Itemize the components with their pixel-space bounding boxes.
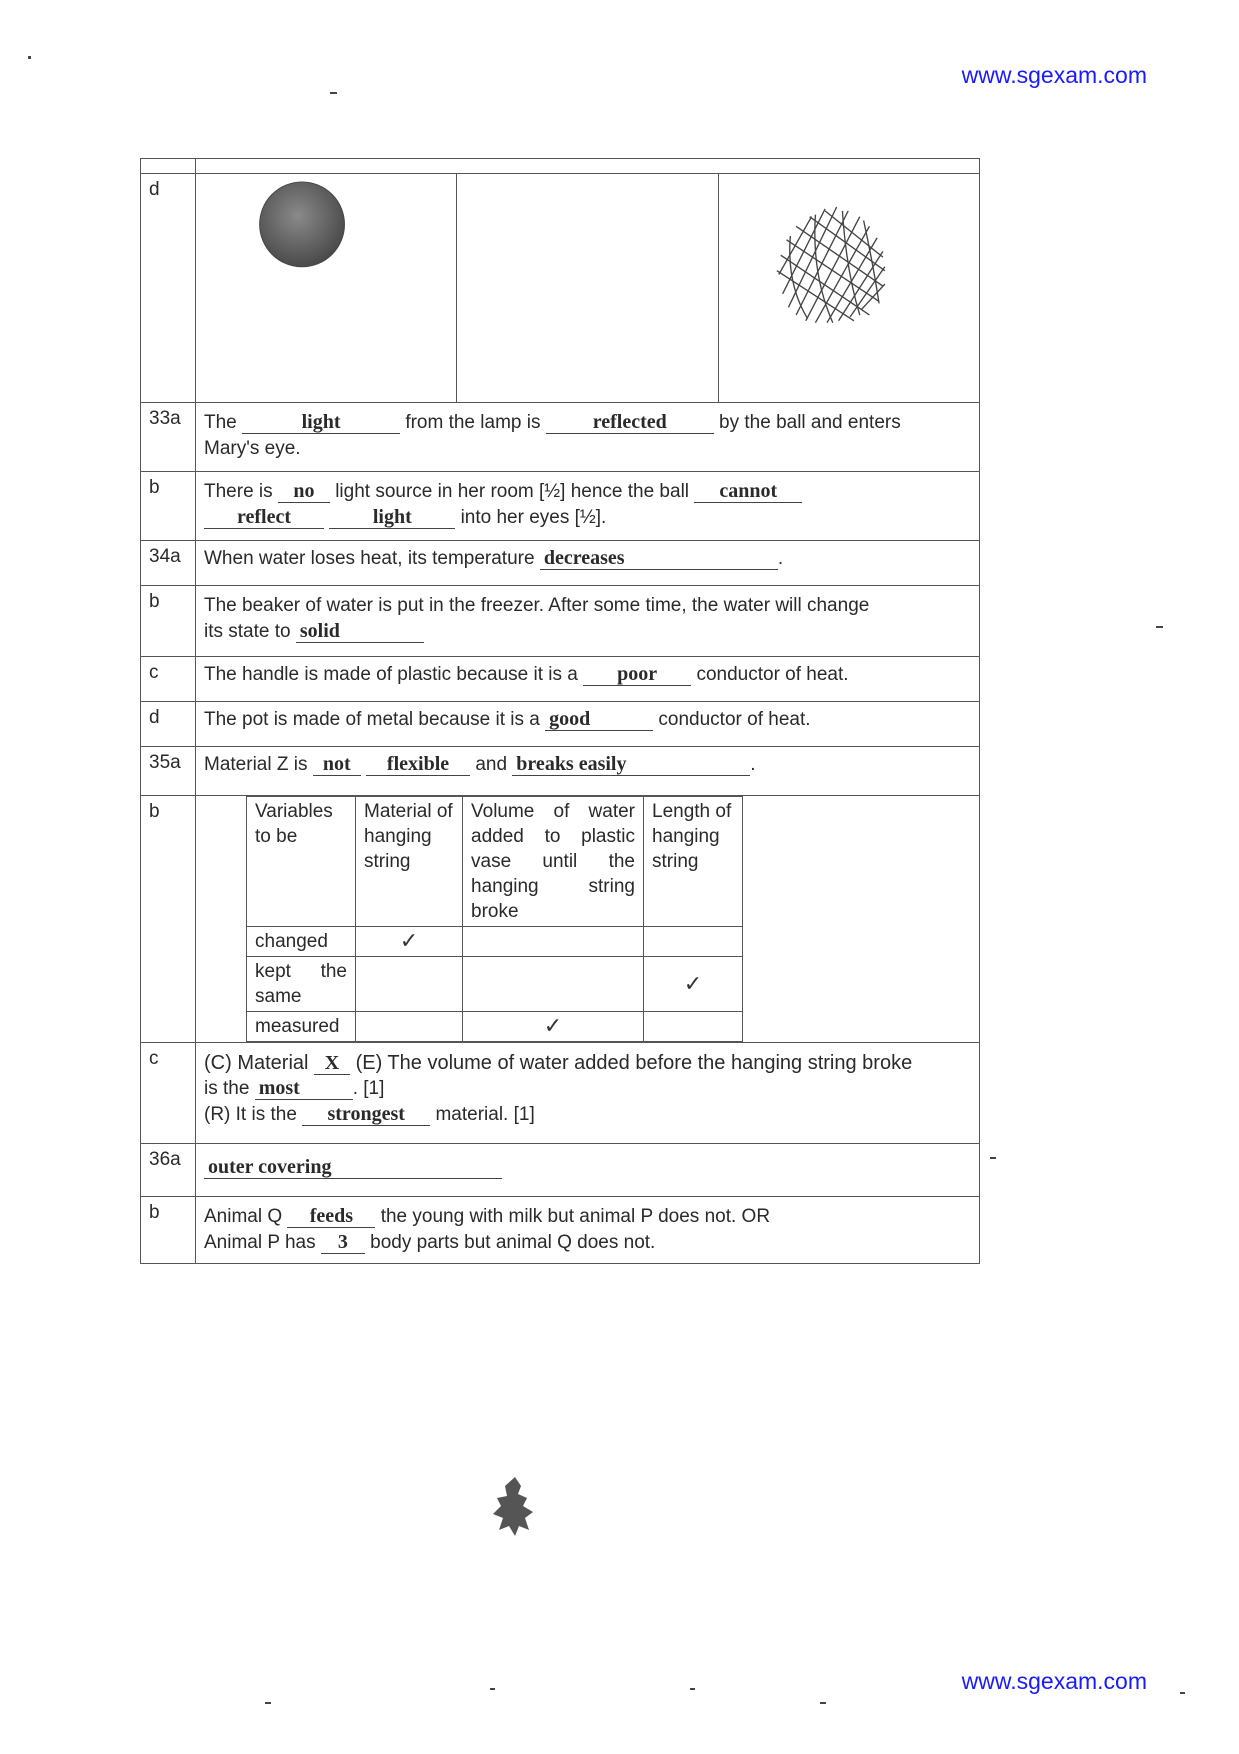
- table-top-strip: [141, 159, 980, 174]
- question-number: 35a: [141, 747, 196, 796]
- question-number: b: [141, 586, 196, 657]
- question-number: b: [141, 472, 196, 541]
- tick-mark: ✓: [463, 1012, 644, 1042]
- question-number: c: [141, 1043, 196, 1144]
- question-number: b: [141, 1197, 196, 1264]
- tick-mark: ✓: [356, 927, 463, 957]
- answer-blank: cannot: [694, 480, 802, 503]
- answer-blank: decreases: [540, 547, 778, 570]
- answer-blank: X: [314, 1052, 350, 1075]
- question-number: 36a: [141, 1144, 196, 1197]
- answer-blank: light: [242, 411, 400, 434]
- answer-row-33a: 33a The light from the lamp is reflected by the ball and enters Mary's eye.: [141, 403, 980, 472]
- answer-blank: light: [329, 506, 455, 529]
- answer-blank: poor: [583, 663, 691, 686]
- answer-row-35b: [141, 796, 980, 1043]
- tick-mark: ✓: [644, 957, 743, 1012]
- question-number: d: [141, 174, 196, 403]
- answer-blank: breaks easily: [512, 753, 750, 776]
- answer-blank: no: [278, 480, 330, 503]
- drawing-grid: [196, 174, 979, 402]
- answer-row-32d: [141, 174, 980, 403]
- drawing-cell-ball: [196, 174, 457, 402]
- answer-blank: 3: [321, 1231, 365, 1254]
- variables-table: [246, 796, 743, 1042]
- answer-blank: most: [255, 1077, 353, 1100]
- question-number: 33a: [141, 403, 196, 472]
- answer-row-36b: b Animal Q feeds the young with milk but animal P does not. OR Animal P has 3 body parts but animal Q does not.: [141, 1197, 980, 1264]
- question-number: 34a: [141, 541, 196, 586]
- answer-row-34b: b The beaker of water is put in the freezer. After some time, the water will change its state to solid: [141, 586, 980, 657]
- answer-row-35a: 35a Material Z is not flexible and breaks easily .: [141, 747, 980, 796]
- answer-blank: reflect: [204, 506, 324, 529]
- scribble-drawing: [719, 174, 979, 402]
- var-row-label: measured: [247, 1012, 356, 1042]
- question-number: c: [141, 657, 196, 702]
- answer-row-34d: d The pot is made of metal because it is a good conductor of heat.: [141, 702, 980, 747]
- answer-blank: good: [545, 708, 653, 731]
- ink-smudge: [485, 1472, 545, 1542]
- answer-blank: flexible: [366, 753, 470, 776]
- answer-row-33b: b There is no light source in her room [½] hence the ball cannot reflect light into her eyes [½].: [141, 472, 980, 541]
- answer-row-35c: c (C) Material X (E) The volume of water added before the hanging string broke is the most . [1] (R) It is the strongest material. [1]: [141, 1043, 980, 1144]
- answer-row-34c: c The handle is made of plastic because it is a poor conductor of heat.: [141, 657, 980, 702]
- var-header-length: Length of hanging string: [644, 797, 743, 927]
- drawing-cell-scribble: [719, 174, 979, 402]
- answer-blank: strongest: [302, 1103, 430, 1126]
- answer-row-36a: [141, 1144, 980, 1197]
- var-header-variables: Variables to be: [247, 797, 356, 927]
- drawing-cell-empty: [457, 174, 718, 402]
- answer-blank: solid: [296, 620, 424, 643]
- var-header-volume: Volume of water added to plastic vase until the hanging string broke: [463, 797, 644, 927]
- answer-row-34a: 34a When water loses heat, its temperature decreases .: [141, 541, 980, 586]
- watermark-bottom[interactable]: www.sgexam.com: [961, 1668, 1147, 1694]
- answer-blank: feeds: [287, 1205, 375, 1228]
- answer-table: [140, 158, 980, 1264]
- answer-blank: outer covering: [204, 1156, 502, 1179]
- question-number: d: [141, 702, 196, 747]
- shaded-ball-drawing: [196, 174, 456, 402]
- var-header-material: Material of hanging string: [356, 797, 463, 927]
- answer-blank: reflected: [546, 411, 714, 434]
- watermark-top[interactable]: www.sgexam.com: [961, 62, 1147, 88]
- question-number: b: [141, 796, 196, 1043]
- var-row-label: kept the same: [247, 957, 356, 1012]
- var-row-label: changed: [247, 927, 356, 957]
- answer-blank: not: [313, 753, 361, 776]
